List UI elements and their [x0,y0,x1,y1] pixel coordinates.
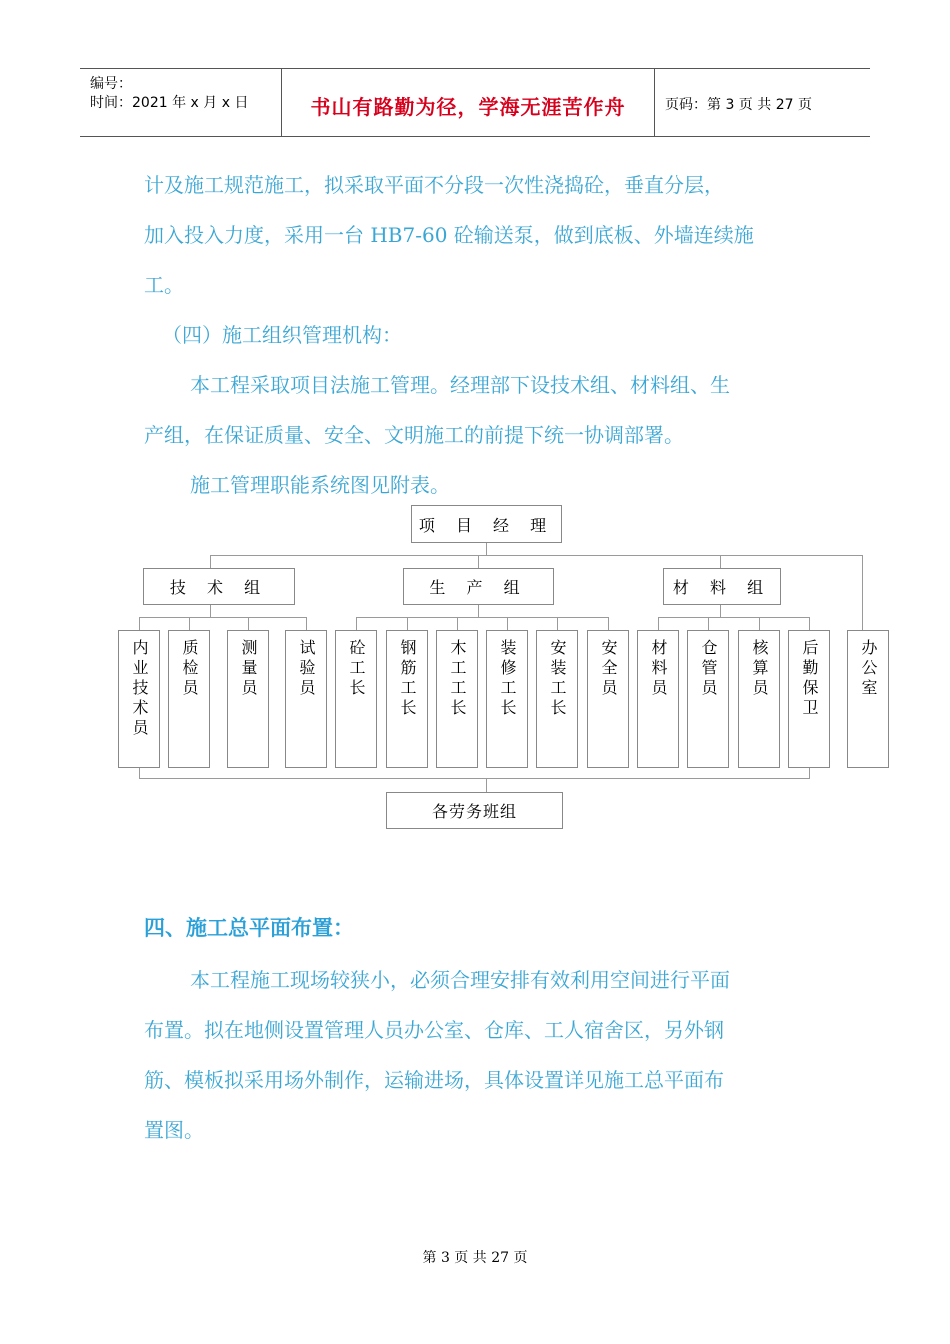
material-group-box: 材 料 组 [663,568,781,605]
role-box: 钢筋工长 [386,630,428,768]
paragraph-line: 筋、模板拟采用场外制作，运输进场，具体设置详见施工总平面布 [144,1068,724,1092]
header-left-cell [80,69,281,136]
paragraph-line: 加入投入力度，采用一台 HB7-60 砼输送泵，做到底板、外墙连续施 [144,223,754,247]
connector-line [139,617,140,630]
paragraph-line: 本工程施工现场较狭小，必须合理安排有效利用空间进行平面 [190,968,730,992]
page-header [80,68,870,137]
header-right-cell [655,69,870,136]
paragraph-line: 置图。 [144,1118,204,1142]
connector-line [809,767,810,778]
role-box: 内业技术员 [118,630,160,768]
connector-line [407,617,408,630]
connector-line [457,617,458,630]
connector-line [507,617,508,630]
connector-line [139,617,306,618]
production-group-box: 生 产 组 [403,568,554,605]
paragraph-line: 工。 [144,273,184,297]
connector-line [759,617,760,630]
role-box: 材料员 [637,630,679,768]
connector-line [608,617,609,630]
role-box: 测量员 [227,630,269,768]
role-box: 后勤保卫 [788,630,830,768]
role-box: 木工工长 [436,630,478,768]
chart-note: 施工管理职能系统图见附表。 [190,473,450,497]
connector-line [478,604,479,617]
role-box: 试验员 [285,630,327,768]
connector-line [356,617,608,618]
section-title: 四、施工总平面布置： [144,916,354,940]
role-box: 仓管员 [687,630,729,768]
header-page-info: 页码：第 3 页 共 27 页 [665,97,812,113]
connector-line [248,617,249,630]
connector-line [139,767,140,778]
connector-line [306,617,307,630]
role-box: 安全员 [587,630,629,768]
role-box: 质检员 [168,630,210,768]
connector-line [356,617,357,630]
connector-line [478,555,479,568]
connector-line [139,778,810,779]
connector-line [210,555,862,556]
connector-line [720,604,721,617]
connector-line [862,555,863,630]
connector-line [486,778,487,792]
connector-line [189,617,190,630]
role-box: 装修工长 [486,630,528,768]
paragraph-line: 布置。拟在地侧设置管理人员办公室、仓库、工人宿舍区，另外钢 [144,1018,724,1042]
connector-line [658,617,659,630]
labor-teams-box: 各劳务班组 [386,792,563,829]
tech-group-box: 技 术 组 [143,568,295,605]
role-box: 核算员 [738,630,780,768]
page-footer: 第 3 页 共 27 页 [422,1250,528,1266]
project-manager-box: 项 目 经 理 [411,505,562,543]
connector-line [557,617,558,630]
doc-number-label: 编号： [90,76,132,92]
paragraph-line: 计及施工规范施工，拟采取平面不分段一次性浇捣砼，垂直分层， [144,173,724,197]
connector-line [210,604,211,617]
connector-line [486,542,487,555]
header-motto: 书山有路勤为径，学海无涯苦作舟 [310,95,626,119]
header-center-cell [281,69,655,136]
connector-line [658,617,809,618]
connector-line [720,555,721,568]
role-box: 砼工长 [335,630,377,768]
doc-time-label: 时间：2021 年 x 月 x 日 [90,95,249,111]
subheading: （四）施工组织管理机构： [162,323,402,347]
paragraph-line: 本工程采取项目法施工管理。经理部下设技术组、材料组、生 [190,373,730,397]
connector-line [809,617,810,630]
connector-line [708,617,709,630]
paragraph-line: 产组，在保证质量、安全、文明施工的前提下统一协调部署。 [144,423,684,447]
role-box: 安装工长 [536,630,578,768]
role-box: 办公室 [847,630,889,768]
connector-line [210,555,211,568]
